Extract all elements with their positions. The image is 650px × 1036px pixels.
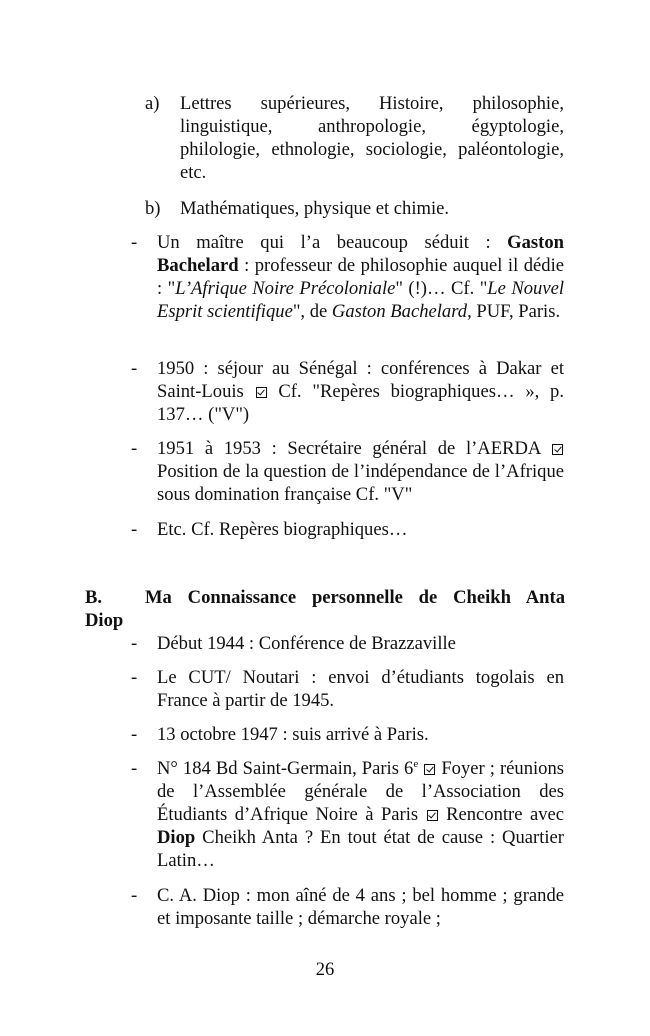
bullet-item-saint-germain: N° 184 Bd Saint-Germain, Paris 6e Foyer ; réunions de l’Assemblée générale de l’Association des Étudiants d’Afrique Noire à Paris Rencontre avec Diop Cheikh Anta ? En tout état de cause : Quartier Latin… bbox=[157, 758, 565, 871]
section-title-continuation: Diop bbox=[85, 610, 124, 631]
section-title: Ma Connaissance personnelle de Cheikh Anta bbox=[145, 587, 565, 608]
bullet-marker: - bbox=[131, 519, 138, 540]
book-title: L’Afrique Noire Précoloniale bbox=[175, 278, 396, 299]
bold-name: Diop bbox=[157, 827, 196, 848]
checked-box-icon bbox=[424, 764, 435, 775]
bullet-marker: - bbox=[131, 885, 138, 906]
bullet-item-cut: Le CUT/ Noutari : envoi d’étudiants togolais en France à partir de 1945. bbox=[157, 667, 564, 711]
bullet-item-aerda: 1951 à 1953 : Secrétaire général de l’AERDA Position de la question de l’indépendance de l’Afrique sous domination française Cf. "V" bbox=[157, 438, 564, 505]
list-marker-a: a) bbox=[145, 93, 160, 114]
checked-box-icon bbox=[552, 444, 563, 455]
bullet-marker: - bbox=[131, 667, 138, 688]
bullet-item-etc: Etc. Cf. Repères biographiques… bbox=[157, 519, 408, 540]
list-item-a: Lettres supérieures, Histoire, philosophie, linguistique, anthropologie, égyptologie, philologie, ethnologie, sociologie, paléontologie, etc. bbox=[180, 93, 564, 183]
author-name: Gaston Bachelard bbox=[331, 301, 468, 322]
checked-box-icon bbox=[256, 387, 267, 398]
bullet-marker: - bbox=[131, 633, 138, 654]
bullet-item-ca-diop: C. A. Diop : mon aîné de 4 ans ; bel homme ; grande et imposante taille ; démarche royale ; bbox=[157, 885, 564, 929]
bullet-marker: - bbox=[131, 232, 138, 253]
section-label: B. bbox=[85, 587, 103, 608]
book-title: Le Nouvel Esprit scientifique bbox=[157, 278, 564, 322]
bold-name: Gaston Bachelard bbox=[157, 232, 564, 276]
page-number: 26 bbox=[315, 959, 335, 980]
checked-box-icon bbox=[427, 810, 438, 821]
bullet-item-paris-arrival: 13 octobre 1947 : suis arrivé à Paris. bbox=[157, 724, 429, 745]
bullet-item-brazzaville: Début 1944 : Conférence de Brazzaville bbox=[157, 633, 456, 654]
bullet-marker: - bbox=[131, 724, 138, 745]
bullet-item-senegal: 1950 : séjour au Sénégal : conférences à Dakar et Saint-Louis Cf. "Repères biographiques… », p. 137… ("V") bbox=[157, 358, 564, 425]
bullet-marker: - bbox=[131, 438, 138, 459]
list-marker-b: b) bbox=[145, 198, 161, 219]
bullet-item-bachelard: Un maître qui l’a beaucoup séduit : Gaston Bachelard : professeur de philosophie auquel il dédie : "L’Afrique Noire Précoloniale" (!)… Cf. "Le Nouvel Esprit scientifique", de Gaston Bachelard, PUF, Paris. bbox=[157, 232, 564, 322]
bullet-marker: - bbox=[131, 358, 138, 379]
bullet-marker: - bbox=[131, 758, 138, 779]
list-item-b: Mathématiques, physique et chimie. bbox=[180, 198, 450, 219]
